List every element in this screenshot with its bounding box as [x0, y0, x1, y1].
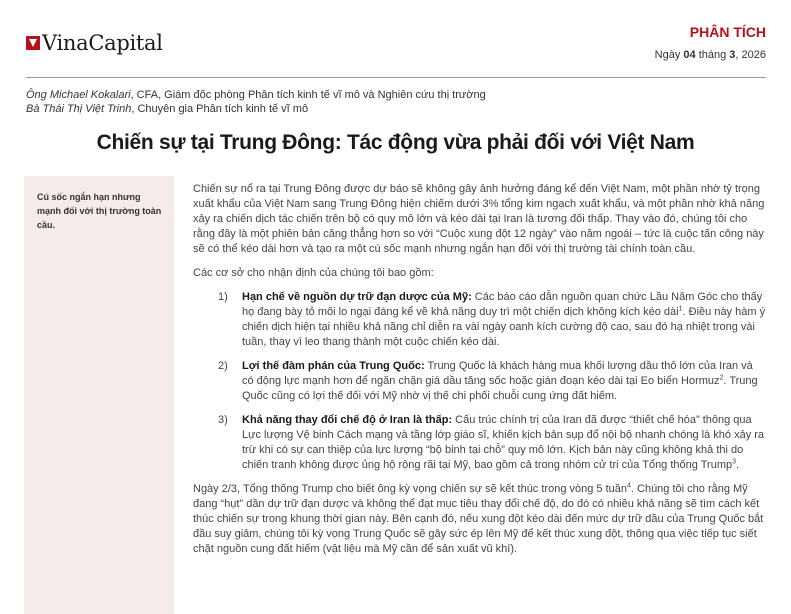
list-item-text: Cấu trúc chính trị của Iran đã được “thiết chế hóa” thông qua Lực lượng Vệ binh Cách mạng và tầng lớp giáo sĩ, khiến kịch bản sụp đổ nội bộ nhanh chóng là khó xảy ra trừ khi có sự can thiệp của lực lượng “bộ binh tại chỗ” quy mô lớn. Kịch bản này cũng không khả thi do chiến tranh không được ủng hộ rộng rãi tại Mỹ, bao gồm cả trong nhóm cử tri của Tổng thống Trump	[242, 414, 765, 471]
list-item-heading: Khả năng thay đổi chế độ ở Iran là thấp:	[242, 414, 453, 426]
list-item	[193, 413, 766, 473]
article-body	[193, 182, 766, 557]
list-item-text: Các báo cáo dẫn nguồn quan chức Lầu Năm Góc cho thấy họ đang bày tỏ mối lo ngại đáng kể về khả năng duy trì một chiến dịch không kích kéo dài	[242, 291, 763, 318]
list-item-heading: Hạn chế về nguồn dự trữ đạn dược của Mỹ:	[242, 291, 472, 303]
paragraph: Chiến sự nổ ra tại Trung Đông được dự báo sẽ không gây ảnh hưởng đáng kể đến Việt Nam, một phần nhờ tỷ trọng xuất khẩu của Việt Nam sang Trung Đông hiện chiếm dưới 3% tổng kim ngạch xuất khẩu, và một phần nhờ khả năng xảy ra chiến dịch tác chiến trên bộ có quy mô lớn và kéo dài tại Iran là tương đối thấp. Thay vào đó, chúng tôi cho rằng đây là một phiên bản căng thẳng hơn so với “Cuộc xung đột 12 ngày” vào năm ngoái – tức là cuộc tấn công này sẽ có thể kéo dài hơn và tạo ra một cú sốc mạnh nhưng ngắn hạn đối với thị trường tài chính toàn cầu.	[193, 183, 765, 255]
list-number: 1)	[218, 291, 228, 303]
report-date: Ngày 04 tháng 3, 2026	[654, 49, 766, 61]
list-item-text: . Trung Quốc cũng có lợi thế đối với Mỹ nhờ vị thế chi phối chuỗi cung ứng đất hiếm.	[242, 375, 758, 402]
footnote-ref[interactable]: 2	[719, 374, 724, 382]
paragraph: Các cơ sở cho nhận định của chúng tôi bao gồm:	[193, 267, 434, 279]
footnote-ref[interactable]: 3	[732, 458, 737, 466]
author-line: Bà Thái Thị Việt Trinh, Chuyên gia Phân tích kinh tế vĩ mô	[26, 103, 309, 115]
author-list	[26, 88, 486, 116]
vinacapital-logo	[26, 31, 163, 55]
logo-text: VinaCapital	[42, 31, 163, 55]
list-item	[193, 359, 766, 404]
header-divider	[26, 77, 766, 78]
section-label: PHÂN TÍCH	[689, 24, 766, 40]
list-item-heading: Lợi thế đàm phán của Trung Quốc:	[242, 360, 425, 372]
list-item-text: Trung Quốc là khách hàng mua khối lượng dầu thô lớn của Iran và có động lực mạnh hơn để ngăn chặn giá dầu tăng sốc hoặc gián đoạn kéo dài tại Eo biển Hormuz	[242, 360, 753, 387]
list-item-text: . Điều này hàm ý chiến dịch hiện tại nhiều khả năng chỉ diễn ra vài ngày oanh kích cường độ cao, sau đó hạ nhiệt trong vài tuần, thay vì leo thang thành một cuộc chiến kéo dài.	[242, 306, 766, 348]
logo-mark-icon	[26, 36, 40, 50]
paragraph: Ngày 2/3, Tổng thống Trump cho biết ông kỳ vọng chiến sự sẽ kết thúc trong vòng 5 tuần$^4$. Chúng tôi cho rằng Mỹ đang “hụt” dần dự trữ đạn dược và không thể đạt mục tiêu thay đổi chế độ, do đó có nhiều khả năng sẽ tìm cách kết thúc chiến sự trong khung thời gian này. Bên cạnh đó, nếu xung đột kéo dài đến mức dự trữ dầu của Trung Quốc bắt đầu suy giảm, chúng tôi kỳ vọng Trung Quốc sẽ gây sức ép lên Mỹ để kết thúc xung đột, thông qua việc tiếp tục siết chặt nguồn cung đất hiếm (vật liệu mà Mỹ cần để sản xuất vũ khí).	[193, 482, 764, 555]
footnote-ref[interactable]: 4	[626, 482, 631, 490]
list-number: 3)	[218, 414, 228, 426]
list-item-text: .	[736, 459, 740, 471]
page-title: Chiến sự tại Trung Đông: Tác động vừa phải đối với Việt Nam	[96, 131, 695, 154]
list-item	[193, 290, 766, 350]
author-line: Ông Michael Kokalari, CFA, Giám đốc phòng Phân tích kinh tế vĩ mô và Nghiên cứu thị trường	[26, 89, 486, 101]
footnote-ref[interactable]: 1	[678, 305, 683, 313]
list-number: 2)	[218, 360, 228, 372]
sidebar-callout-text: Cú sốc ngắn hạn nhưng mạnh đối với thị trường toàn cầu.	[37, 192, 162, 230]
sidebar-callout	[24, 176, 174, 614]
